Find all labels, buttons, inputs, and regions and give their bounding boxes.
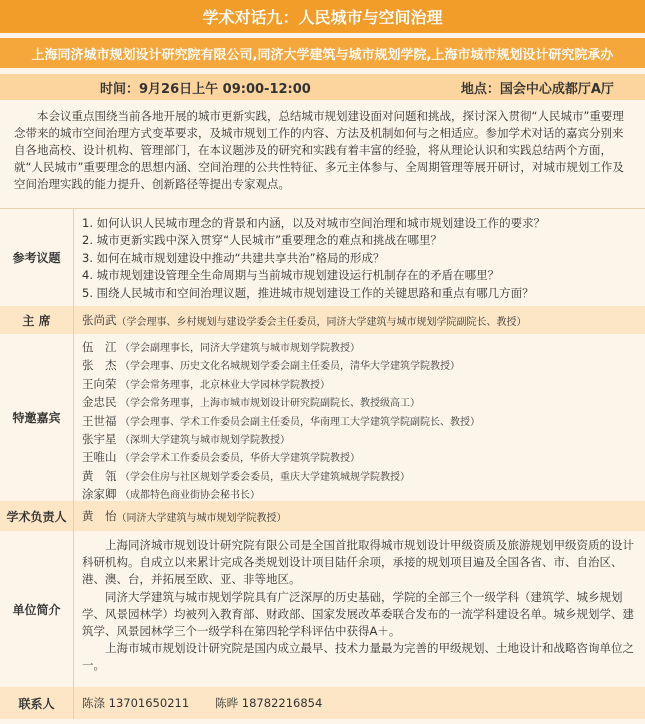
guest-item: 王唯山 （学会学术工作委员会委员，华侨大学建筑学院教授）: [82, 450, 360, 465]
guest-item: 王向荣 （学会常务理事，北京林业大学园林学院教授）: [82, 376, 330, 391]
academic-lead-label: 学术负责人: [0, 501, 74, 531]
chair-affiliation: （学会理事、乡村规划与建设学委会主任委员，同济大学建筑与城市规划学院副院长、教授）: [116, 316, 527, 328]
host-organizers: 上海同济城市规划设计研究院有限公司,同济大学建筑与城市规划学院,上海市城市规划设计研究院承办: [0, 38, 645, 68]
session-title: 学术对话九：人民城市与空间治理: [0, 0, 645, 33]
unit-paragraph: 同济大学建筑与城市规划学院具有广泛深厚的历史基础，学院的全部三个一级学科（建筑学、城乡规划学、风景园林学）均被列入教育部、财政部、国家发展改革委联合发布的一流学科建设名单。城乡规划学、建筑学、风景园林学三个一级学科在第四轮学科评估中获得A＋。: [82, 589, 634, 639]
guest-item: 金忠民 （学会常务理事，上海市城市规划设计研究院副院长、教授级高工）: [82, 395, 420, 410]
topic-item: 1. 如何认识人民城市理念的背景和内涵，以及对城市空间治理和城市规划建设工作的要求？: [82, 216, 546, 230]
session-intro: 本会议重点围绕当前各地开展的城市更新实践，总结城市规划建设面对问题和挑战，探讨深入贯彻“人民城市”重要理念带来的城市空间治理方式变革要求，及城市规划工作的内容、方法及机制如何与之相适应。参加学术对话的嘉宾分别来自各地高校、设计机构、管理部门，在本议题涉及的研究和实践有着丰富的经验，将从理论认识和实践总结两个方面，就“人民城市”重要理念的思想内涵、空间治理的公共性特征、多元主体参与、全周期管理等展开研讨，对城市规划工作及空间治理实践的能力提升、创新路径等提出专家观点。: [14, 109, 624, 191]
topic-item: 4. 城市规划建设管理全生命周期与当前城市规划建设运行机制存在的矛盾在哪里？: [82, 268, 500, 283]
topics-row: [0, 208, 645, 306]
units-row: [0, 531, 645, 687]
academic-lead-affiliation: （同济大学建筑与城市规划学院教授）: [116, 512, 287, 524]
guest-item: 伍 江 （学会副理事长，同济大学建筑与城市规划学院教授）: [82, 340, 360, 354]
units-label: 单位简介: [0, 531, 74, 687]
chair-label: 主 席: [0, 306, 74, 334]
topic-item: 2. 城市更新实践中深入贯穿“人民城市”重要理念的难点和挑战在哪里？: [82, 233, 443, 248]
guests-row: [0, 334, 645, 501]
session-location: 地点：国会中心成都厅A厅: [460, 81, 614, 97]
contact-label: 联系人: [0, 687, 74, 719]
guest-item: 王世福 （学会理事、学术工作委员会副主任委员，华南理工大学建筑学院副院长、教授）: [82, 413, 480, 428]
unit-paragraph: 上海同济城市规划设计研究院有限公司是全国首批取得城市规划设计甲级资质及旅游规划甲级资质的设计科研机构。自成立以来累计完成各类规划设计项目陆仟余项，承接的规划项目遍及全国各省、市、自治区、港、澳、台，并拓展至欧、亚、非等地区。: [82, 538, 634, 587]
contact-row: [0, 687, 645, 719]
topic-item: 3. 如何在城市规划建设中推动“共建共享共治”格局的形成？: [82, 250, 385, 265]
topic-item: 5. 围绕人民城市和空间治理议题，推进城市规划建设工作的关键思路和重点有哪几方面？: [82, 285, 534, 300]
time-location-bar: [0, 74, 645, 100]
guest-item: 涂家卿 （成都特色商业街协会秘书长）: [82, 487, 260, 502]
academic-lead-row: [0, 501, 645, 531]
unit-paragraph: 上海市城市规划设计研究院是国内成立最早、技术力量最为完善的甲级规划、土地设计和战略咨询单位之一。: [82, 641, 634, 673]
chair-name: 张尚武: [82, 313, 117, 327]
contact-person-1: 陈涤 13701650211: [82, 696, 190, 710]
topics-label: 参考议题: [0, 209, 74, 306]
guests-list: [74, 334, 645, 501]
guest-item: 张宇星 （深圳大学建筑与城市规划学院教授）: [82, 432, 290, 447]
guest-item: 黄 瓴 （学会住房与社区规划学委会委员，重庆大学建筑城规学院教授）: [82, 468, 410, 483]
guest-item: 张 杰 （学会理事、历史文化名城规划学委会副主任委员，清华大学建筑学院教授）: [82, 358, 460, 373]
guests-label: 特邀嘉宾: [0, 334, 74, 501]
academic-lead-name: 黄 怡: [82, 509, 117, 523]
contact-person-2: 陈晔 18782216854: [215, 696, 323, 710]
topics-list: [74, 209, 645, 306]
chair-row: [0, 306, 645, 334]
session-time: 时间：9月26日上午 09:00-12:00: [100, 81, 311, 97]
units-intro: [74, 531, 645, 687]
